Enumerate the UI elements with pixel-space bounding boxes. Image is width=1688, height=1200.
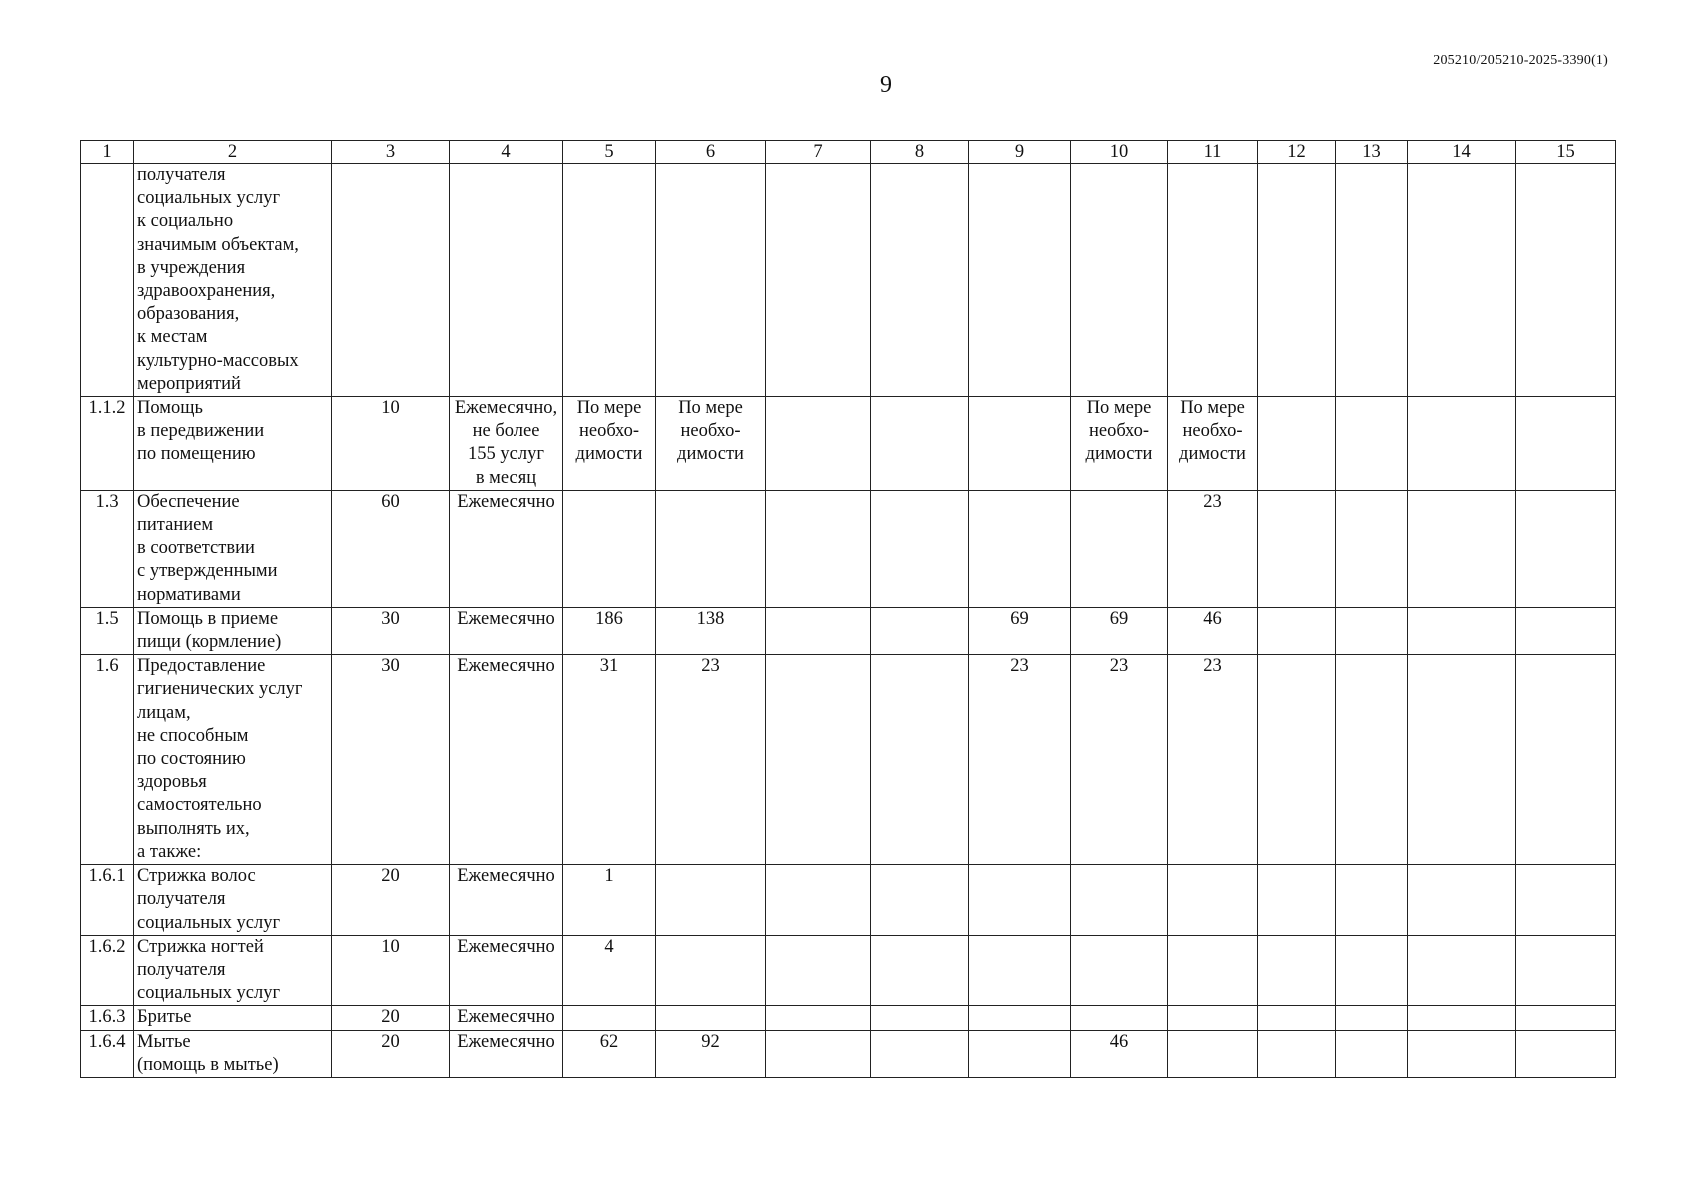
table-row: [81, 1006, 1616, 1030]
value-cell: [1168, 164, 1258, 397]
value-cell: По мере необхо- димости: [1168, 397, 1258, 491]
value-cell: [1071, 865, 1168, 936]
value-cell: 60: [332, 490, 450, 607]
value-cell: [1516, 865, 1616, 936]
value-cell: [969, 1006, 1071, 1030]
column-number-cell: 12: [1258, 141, 1336, 164]
column-number-cell: 2: [134, 141, 332, 164]
value-cell: По мере необхо- димости: [1071, 397, 1168, 491]
row-number-cell: 1.6.4: [81, 1030, 134, 1077]
value-cell: [766, 935, 871, 1006]
value-cell: 23: [1071, 655, 1168, 865]
row-number-cell: 1.6: [81, 655, 134, 865]
value-cell: 92: [656, 1030, 766, 1077]
value-cell: [766, 490, 871, 607]
value-cell: [871, 935, 969, 1006]
value-cell: [1168, 1006, 1258, 1030]
value-cell: 30: [332, 655, 450, 865]
service-name-cell: Стрижка ногтей получателя социальных услуг: [134, 935, 332, 1006]
value-cell: 186: [563, 607, 656, 654]
value-cell: Ежемесячно: [450, 1030, 563, 1077]
table-row: [81, 1030, 1616, 1077]
value-cell: [1516, 164, 1616, 397]
service-name-cell: Помощь в передвижении по помещению: [134, 397, 332, 491]
value-cell: [1258, 397, 1336, 491]
row-number-cell: 1.6.1: [81, 865, 134, 936]
value-cell: 23: [969, 655, 1071, 865]
value-cell: 23: [656, 655, 766, 865]
column-number-cell: 7: [766, 141, 871, 164]
value-cell: [1336, 164, 1408, 397]
value-cell: [1516, 1030, 1616, 1077]
value-cell: Ежемесячно: [450, 935, 563, 1006]
table-row: [81, 935, 1616, 1006]
column-number-cell: 13: [1336, 141, 1408, 164]
value-cell: [1168, 935, 1258, 1006]
value-cell: [969, 490, 1071, 607]
value-cell: [563, 164, 656, 397]
value-cell: 30: [332, 607, 450, 654]
value-cell: [656, 164, 766, 397]
value-cell: [1516, 397, 1616, 491]
value-cell: По мере необхо- димости: [563, 397, 656, 491]
table-row: [81, 490, 1616, 607]
value-cell: [332, 164, 450, 397]
value-cell: [871, 397, 969, 491]
value-cell: [1258, 607, 1336, 654]
column-number-cell: 6: [656, 141, 766, 164]
value-cell: 23: [1168, 490, 1258, 607]
value-cell: [563, 490, 656, 607]
column-number-cell: 3: [332, 141, 450, 164]
value-cell: [1336, 490, 1408, 607]
column-number-cell: 14: [1408, 141, 1516, 164]
value-cell: [871, 164, 969, 397]
value-cell: [871, 607, 969, 654]
value-cell: [450, 164, 563, 397]
value-cell: 20: [332, 1030, 450, 1077]
table-row: [81, 655, 1616, 865]
document-code: 205210/205210-2025-3390(1): [1433, 53, 1608, 68]
value-cell: [1336, 935, 1408, 1006]
value-cell: [1336, 397, 1408, 491]
value-cell: 46: [1071, 1030, 1168, 1077]
value-cell: [1408, 655, 1516, 865]
value-cell: [1408, 607, 1516, 654]
value-cell: 20: [332, 1006, 450, 1030]
row-number-cell: 1.5: [81, 607, 134, 654]
value-cell: [1516, 1006, 1616, 1030]
value-cell: [871, 655, 969, 865]
value-cell: 1: [563, 865, 656, 936]
value-cell: [1408, 164, 1516, 397]
table-row: [81, 607, 1616, 654]
value-cell: Ежемесячно: [450, 607, 563, 654]
value-cell: [1336, 655, 1408, 865]
value-cell: [871, 1030, 969, 1077]
value-cell: 20: [332, 865, 450, 936]
value-cell: [1408, 1030, 1516, 1077]
value-cell: 69: [1071, 607, 1168, 654]
service-name-cell: Помощь в приеме пищи (кормление): [134, 607, 332, 654]
service-name-cell: Обеспечение питанием в соответствии с утвержденными нормативами: [134, 490, 332, 607]
value-cell: [1258, 490, 1336, 607]
value-cell: [766, 1030, 871, 1077]
value-cell: [1516, 935, 1616, 1006]
value-cell: Ежемесячно: [450, 490, 563, 607]
service-name-cell: Предоставление гигиенических услуг лицам, не способным по состоянию здоровья самостоятельно выполнять их, а также:: [134, 655, 332, 865]
value-cell: [656, 935, 766, 1006]
value-cell: [1336, 1030, 1408, 1077]
value-cell: [1258, 935, 1336, 1006]
value-cell: [1071, 490, 1168, 607]
value-cell: [1408, 490, 1516, 607]
column-number-cell: 10: [1071, 141, 1168, 164]
value-cell: [1408, 397, 1516, 491]
value-cell: [969, 1030, 1071, 1077]
value-cell: 138: [656, 607, 766, 654]
row-number-cell: [81, 164, 134, 397]
value-cell: 46: [1168, 607, 1258, 654]
value-cell: [1408, 865, 1516, 936]
value-cell: Ежемесячно: [450, 1006, 563, 1030]
column-number-cell: 11: [1168, 141, 1258, 164]
value-cell: [1258, 655, 1336, 865]
value-cell: [766, 397, 871, 491]
service-name-cell: Мытье (помощь в мытье): [134, 1030, 332, 1077]
page-number: 9: [880, 72, 892, 98]
value-cell: [656, 865, 766, 936]
value-cell: [1258, 1006, 1336, 1030]
value-cell: 31: [563, 655, 656, 865]
value-cell: [1516, 607, 1616, 654]
value-cell: [1168, 865, 1258, 936]
column-number-cell: 4: [450, 141, 563, 164]
value-cell: [1258, 865, 1336, 936]
value-cell: Ежемесячно, не более 155 услуг в месяц: [450, 397, 563, 491]
value-cell: [871, 865, 969, 936]
value-cell: [969, 164, 1071, 397]
services-table: [80, 140, 1616, 1078]
table-row: [81, 164, 1616, 397]
value-cell: [1408, 935, 1516, 1006]
value-cell: По мере необхо- димости: [656, 397, 766, 491]
value-cell: [1516, 655, 1616, 865]
value-cell: [1516, 490, 1616, 607]
value-cell: 10: [332, 935, 450, 1006]
table-row: [81, 865, 1616, 936]
value-cell: [1071, 1006, 1168, 1030]
value-cell: [563, 1006, 656, 1030]
value-cell: [766, 164, 871, 397]
value-cell: 62: [563, 1030, 656, 1077]
value-cell: [969, 935, 1071, 1006]
value-cell: [1408, 1006, 1516, 1030]
value-cell: 4: [563, 935, 656, 1006]
row-number-cell: 1.1.2: [81, 397, 134, 491]
service-name-cell: получателя социальных услуг к социально значимым объектам, в учреждения здравоохранения, образования, к местам культурно-массовых мероприятий: [134, 164, 332, 397]
value-cell: [969, 397, 1071, 491]
column-number-row: [81, 141, 1616, 164]
value-cell: [1071, 935, 1168, 1006]
row-number-cell: 1.3: [81, 490, 134, 607]
value-cell: [766, 655, 871, 865]
service-name-cell: Стрижка волос получателя социальных услуг: [134, 865, 332, 936]
row-number-cell: 1.6.2: [81, 935, 134, 1006]
table-row: [81, 397, 1616, 491]
value-cell: [871, 490, 969, 607]
service-name-cell: Бритье: [134, 1006, 332, 1030]
value-cell: [1168, 1030, 1258, 1077]
value-cell: [656, 1006, 766, 1030]
value-cell: [1071, 164, 1168, 397]
value-cell: [766, 865, 871, 936]
column-number-cell: 8: [871, 141, 969, 164]
value-cell: 23: [1168, 655, 1258, 865]
value-cell: [1258, 164, 1336, 397]
value-cell: [1258, 1030, 1336, 1077]
value-cell: [766, 1006, 871, 1030]
column-number-cell: 1: [81, 141, 134, 164]
value-cell: [1336, 865, 1408, 936]
column-number-cell: 15: [1516, 141, 1616, 164]
value-cell: [871, 1006, 969, 1030]
value-cell: Ежемесячно: [450, 865, 563, 936]
value-cell: [656, 490, 766, 607]
value-cell: [766, 607, 871, 654]
value-cell: 10: [332, 397, 450, 491]
value-cell: Ежемесячно: [450, 655, 563, 865]
value-cell: 69: [969, 607, 1071, 654]
value-cell: [1336, 1006, 1408, 1030]
column-number-cell: 5: [563, 141, 656, 164]
value-cell: [969, 865, 1071, 936]
row-number-cell: 1.6.3: [81, 1006, 134, 1030]
value-cell: [1336, 607, 1408, 654]
column-number-cell: 9: [969, 141, 1071, 164]
